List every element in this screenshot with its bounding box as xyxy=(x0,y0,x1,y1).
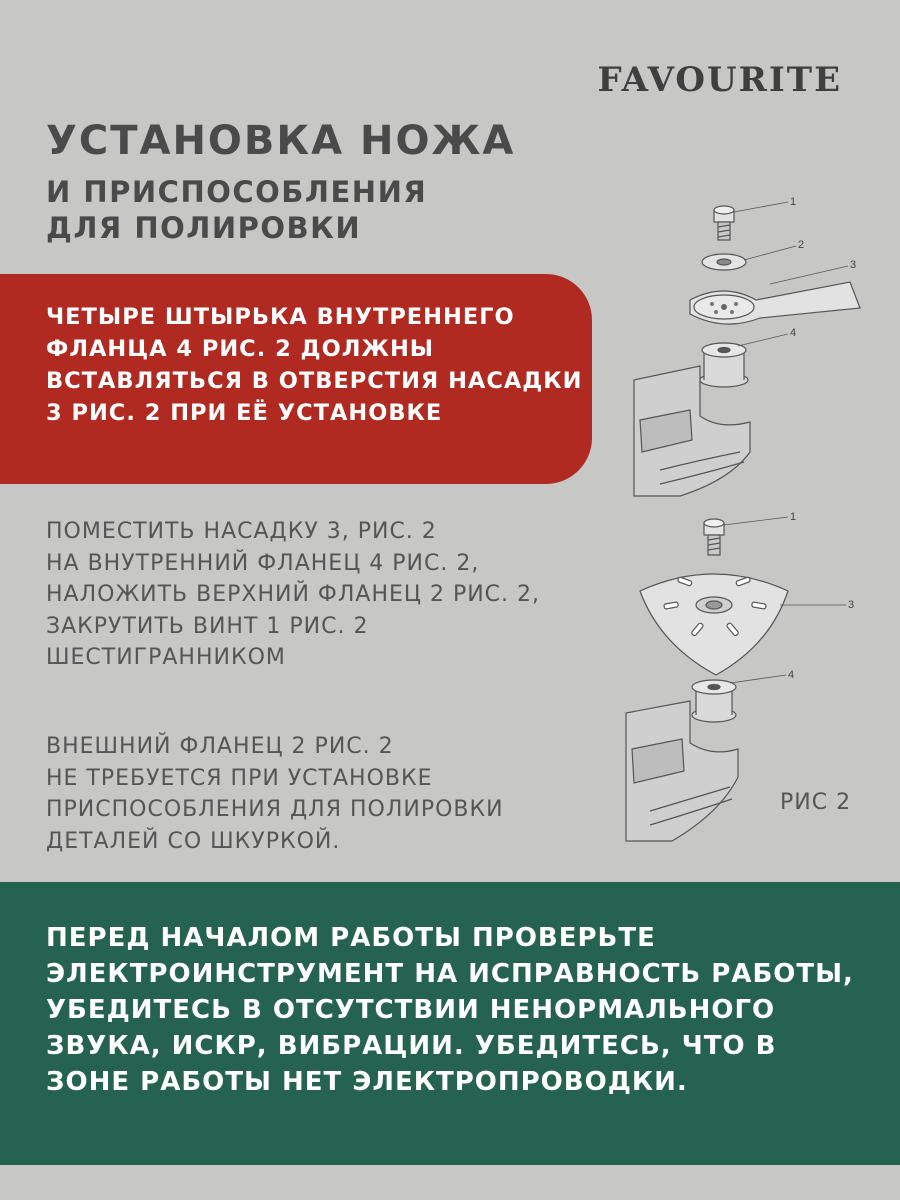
step2-content: ВНЕШНИЙ ФЛАНЕЦ 2 РИС. 2 НЕ ТРЕБУЕТСЯ ПРИ УСТАНОВКЕ ПРИСПОСОБЛЕНИЯ ДЛЯ ПОЛИРОВКИ ДЕТАЛЕЙ СО ШКУРКОЙ. xyxy=(46,734,504,854)
green-warning-panel xyxy=(0,882,900,1165)
page-subtitle xyxy=(46,174,427,246)
callout-3: 3 xyxy=(850,259,857,271)
callout-3: 3 xyxy=(848,599,855,611)
subtitle-text: И ПРИСПОСОБЛЕНИЯ ДЛЯ ПОЛИРОВКИ xyxy=(46,175,428,245)
blade-assembly-diagram xyxy=(620,190,880,510)
brand-logo: FAVOURITE xyxy=(597,60,842,100)
figure-label: РИС 2 xyxy=(780,790,852,815)
step1-text xyxy=(46,516,626,674)
red-warning-text: ЧЕТЫРЕ ШТЫРЬКА ВНУТРЕННЕГО ФЛАНЦА 4 РИС. 2 ДОЛЖНЫ ВСТАВЛЯТЬСЯ В ОТВЕРСТИЯ НАСАДКИ 3 РИС. 2 ПРИ ЕЁ УСТАНОВКЕ xyxy=(46,304,583,426)
callout-4: 4 xyxy=(790,327,797,339)
step2-text xyxy=(46,731,606,857)
callout-4: 4 xyxy=(788,669,795,681)
red-warning-panel xyxy=(0,274,592,484)
callout-2: 2 xyxy=(798,239,805,251)
callout-1: 1 xyxy=(790,511,797,523)
step1-content: ПОМЕСТИТЬ НАСАДКУ 3, РИС. 2 НА ВНУТРЕННИЙ ФЛАНЕЦ 4 РИС. 2, НАЛОЖИТЬ ВЕРХНИЙ ФЛАНЕЦ 2 РИС. 2, ЗАКРУТИТЬ ВИНТ 1 РИС. 2 ШЕСТИГРАННИКОМ xyxy=(46,519,541,670)
page-title: УСТАНОВКА НОЖА xyxy=(46,118,516,164)
green-warning-text: ПЕРЕД НАЧАЛОМ РАБОТЫ ПРОВЕРЬТЕ ЭЛЕКТРОИНСТРУМЕНТ НА ИСПРАВНОСТЬ РАБОТЫ, УБЕДИТЕСЬ В ОТСУТСТВИИ НЕНОРМАЛЬНОГО ЗВУКА, ИСКР, ВИБРАЦИИ. УБЕДИТЕСЬ, ЧТО В ЗОНЕ РАБОТЫ НЕТ ЭЛЕКТРОПРОВОДКИ. xyxy=(46,923,854,1097)
callout-1: 1 xyxy=(790,196,797,208)
